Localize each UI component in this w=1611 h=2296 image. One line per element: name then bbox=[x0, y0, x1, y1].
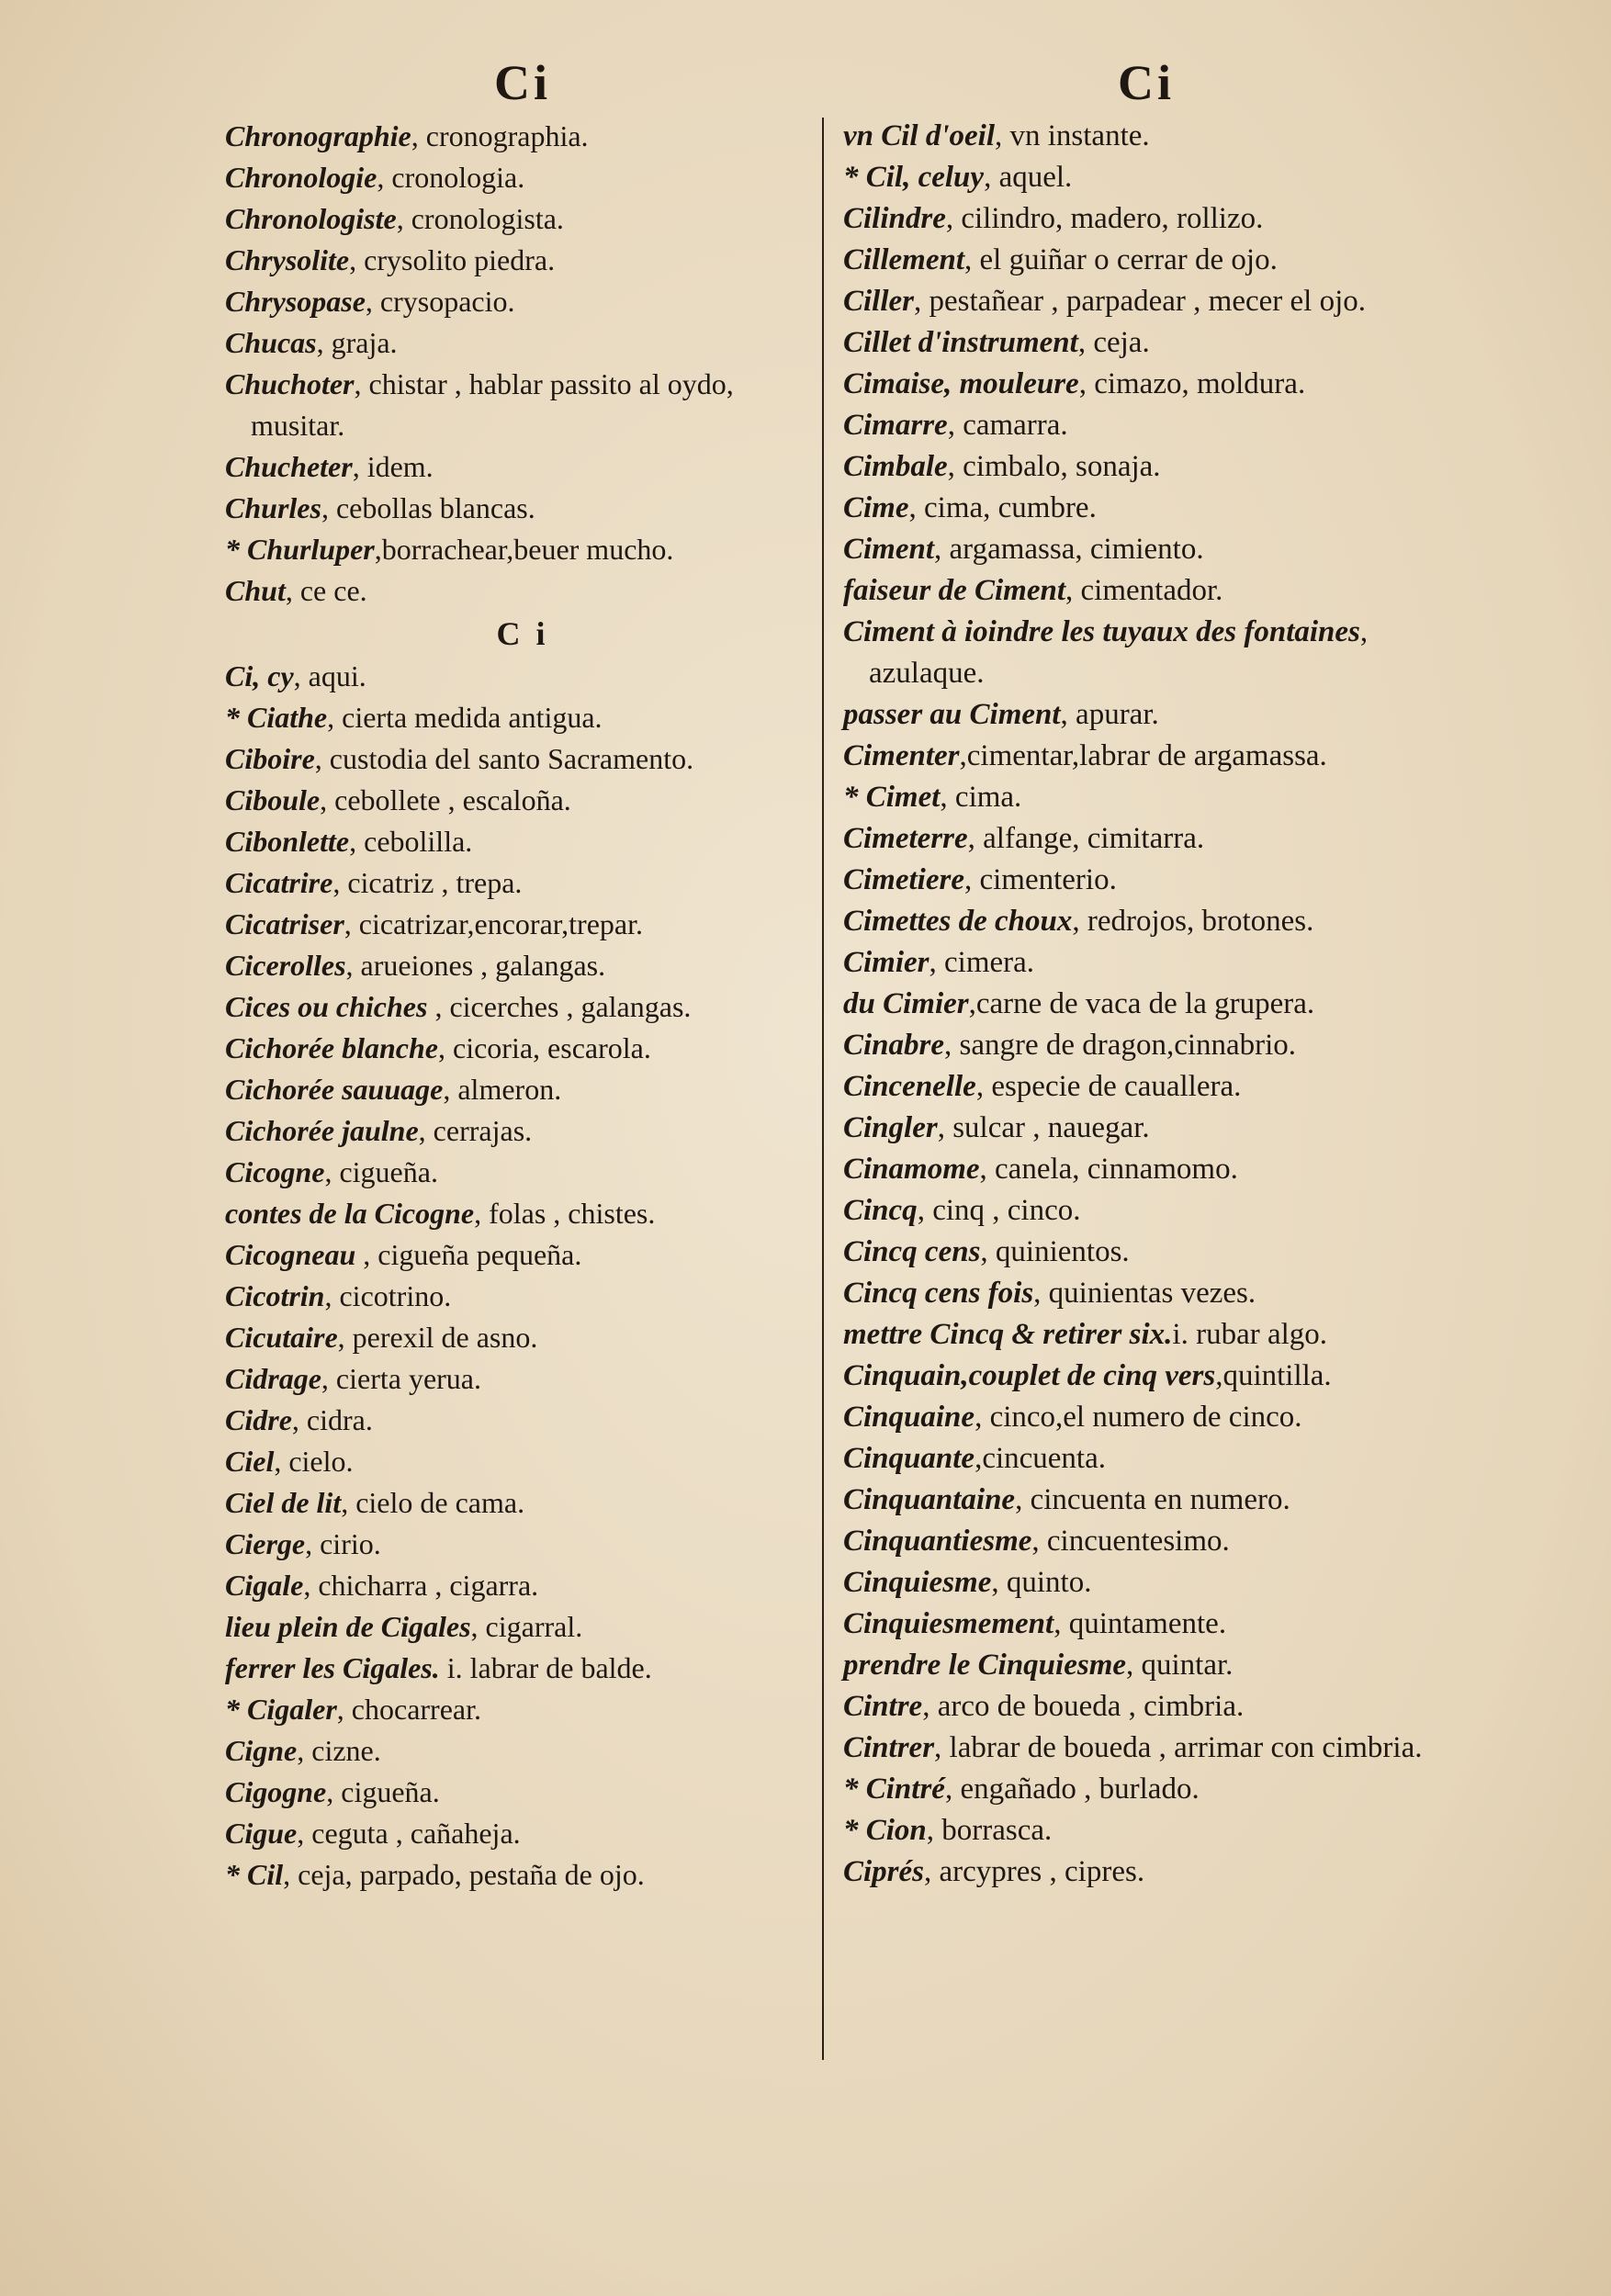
entry-term: Cintre bbox=[843, 1690, 923, 1723]
dictionary-entry bbox=[843, 446, 1449, 488]
dictionary-entry bbox=[225, 1400, 820, 1441]
dictionary-entry bbox=[225, 1152, 820, 1193]
entry-term: Chucheter bbox=[225, 450, 353, 483]
dictionary-entry bbox=[225, 1028, 820, 1069]
dictionary-entry bbox=[843, 736, 1449, 777]
entry-definition: i. rubar algo. bbox=[1172, 1318, 1328, 1351]
dictionary-entry bbox=[843, 198, 1449, 240]
entry-definition: , apurar. bbox=[1060, 698, 1159, 731]
dictionary-entry bbox=[843, 240, 1449, 281]
dictionary-entry bbox=[843, 1314, 1449, 1356]
dictionary-entry bbox=[843, 281, 1449, 322]
dictionary-entry bbox=[225, 697, 820, 738]
entry-term: Cimetiere bbox=[843, 863, 964, 896]
entry-definition: , cicoria, escarola. bbox=[437, 1031, 651, 1064]
dictionary-entry bbox=[843, 1645, 1449, 1686]
entry-definition: , graja. bbox=[316, 326, 398, 359]
column-divider bbox=[822, 118, 824, 2060]
entry-definition: , custodia del santo Sacramento. bbox=[314, 742, 694, 775]
right-entries-list bbox=[843, 116, 1449, 1893]
dictionary-entry bbox=[225, 1317, 820, 1358]
entry-term: faiseur de Ciment bbox=[843, 574, 1066, 607]
entry-definition: , labrar de boueda , arrimar con cimbria. bbox=[934, 1731, 1423, 1764]
entry-definition: , cicotrino. bbox=[324, 1279, 452, 1312]
dictionary-entry bbox=[843, 694, 1449, 736]
entry-term: Cigogne bbox=[225, 1775, 327, 1808]
entry-term: Cintrer bbox=[843, 1731, 935, 1764]
entry-term: Cimettes de choux bbox=[843, 905, 1073, 938]
dictionary-entry bbox=[843, 818, 1449, 860]
entry-term: Cicerolles bbox=[225, 949, 346, 982]
entry-definition: i. labrar de balde. bbox=[439, 1651, 652, 1684]
entry-term: Cinquantaine bbox=[843, 1483, 1016, 1516]
entry-term: Cimenter bbox=[843, 739, 960, 772]
dictionary-entry bbox=[225, 738, 820, 780]
entry-definition: , cincuenta en numero. bbox=[1015, 1483, 1290, 1516]
dictionary-entry bbox=[225, 1606, 820, 1648]
entry-term: Chucas bbox=[225, 326, 317, 359]
entry-definition: , cebollete , escaloña. bbox=[320, 783, 571, 816]
dictionary-entry bbox=[843, 612, 1449, 694]
entry-term: Cinquiesme bbox=[843, 1566, 992, 1599]
entry-definition: , quinientos. bbox=[980, 1235, 1130, 1268]
entry-definition: , cigueña. bbox=[324, 1155, 438, 1188]
entry-term: Cicogne bbox=[225, 1155, 325, 1188]
entry-term: du Cimier bbox=[843, 987, 969, 1020]
entry-definition: , borrasca. bbox=[926, 1814, 1053, 1847]
entry-definition: , crysolito piedra. bbox=[349, 243, 556, 276]
dictionary-entry bbox=[843, 1851, 1449, 1893]
entry-term: Cigale bbox=[225, 1569, 304, 1602]
entry-term: Cigne bbox=[225, 1734, 298, 1767]
dictionary-entry bbox=[225, 904, 820, 945]
dictionary-entry bbox=[225, 529, 820, 570]
dictionary-entry bbox=[225, 780, 820, 821]
dictionary-entry bbox=[843, 1397, 1449, 1438]
entry-definition: , ce ce. bbox=[285, 574, 367, 607]
entry-definition: , cebollas blancas. bbox=[321, 491, 535, 524]
entry-term: Cimaise, mouleure bbox=[843, 367, 1079, 400]
entry-term: Ciprés bbox=[843, 1855, 925, 1888]
dictionary-entry bbox=[843, 116, 1449, 157]
entry-definition: , cierta yerua. bbox=[321, 1362, 481, 1395]
entry-definition: , arcypres , cipres. bbox=[924, 1855, 1145, 1888]
entry-term: Cincenelle bbox=[843, 1070, 976, 1103]
entry-definition: , cicatriz , trepa. bbox=[332, 866, 523, 899]
entry-term: Cinabre bbox=[843, 1029, 945, 1062]
entry-definition: , cimentador. bbox=[1065, 574, 1223, 607]
entry-term: Cimeterre bbox=[843, 822, 968, 855]
dictionary-entry bbox=[843, 488, 1449, 529]
entry-term: Ciboule bbox=[225, 783, 321, 816]
entry-definition: , quinto. bbox=[991, 1566, 1092, 1599]
dictionary-entry bbox=[225, 1110, 820, 1152]
entry-definition: , azulaque. bbox=[869, 615, 1369, 690]
entry-term: prendre le Cinquiesme bbox=[843, 1649, 1127, 1682]
entry-term: Cigue bbox=[225, 1817, 298, 1850]
entry-definition: , almeron. bbox=[443, 1073, 562, 1106]
left-column-header: Ci bbox=[494, 55, 551, 110]
entry-term: Cicogneau bbox=[225, 1238, 356, 1271]
entry-definition: , arco de boueda , cimbria. bbox=[922, 1690, 1245, 1723]
entry-definition: , cincuentesimo. bbox=[1031, 1525, 1230, 1558]
entry-definition: , argamassa, cimiento. bbox=[934, 533, 1204, 566]
entry-term: Cinquain,couplet de cinq vers bbox=[843, 1359, 1216, 1392]
dictionary-entry bbox=[843, 405, 1449, 446]
entry-term: Chut bbox=[225, 574, 286, 607]
entry-term: Ciment bbox=[843, 533, 935, 566]
entry-term: Chronologie bbox=[225, 161, 377, 194]
entry-definition: ,carne de vaca de la grupera. bbox=[968, 987, 1315, 1020]
right-column-header: Ci bbox=[1118, 55, 1175, 110]
entry-term: Cidre bbox=[225, 1403, 292, 1436]
entry-term: Cillet d'instrument bbox=[843, 326, 1078, 359]
entry-definition: , cimenterio. bbox=[963, 863, 1117, 896]
entry-definition: , ceja, parpado, pestaña de ojo. bbox=[283, 1858, 645, 1891]
entry-definition: , cigueña pequeña. bbox=[355, 1238, 582, 1271]
left-entries-list-2 bbox=[225, 656, 820, 1896]
dictionary-entry bbox=[225, 322, 820, 364]
dictionary-entry bbox=[843, 1438, 1449, 1480]
entry-term: Ciboire bbox=[225, 742, 315, 775]
entry-term: ferrer les Cigales. bbox=[225, 1651, 440, 1684]
dictionary-entry bbox=[843, 860, 1449, 901]
entry-term: passer au Ciment bbox=[843, 698, 1061, 731]
entry-definition: , cinco,el numero de cinco. bbox=[974, 1401, 1302, 1434]
dictionary-entry bbox=[843, 1686, 1449, 1728]
dictionary-entry bbox=[225, 1482, 820, 1524]
entry-definition: , canela, cinnamomo. bbox=[979, 1153, 1238, 1186]
entry-definition: , quintamente. bbox=[1053, 1607, 1227, 1640]
dictionary-entry bbox=[843, 1769, 1449, 1810]
entry-term: Chrysolite bbox=[225, 243, 350, 276]
dictionary-entry bbox=[843, 1810, 1449, 1851]
entry-term: Cichorée sauuage bbox=[225, 1073, 444, 1106]
dictionary-entry bbox=[225, 364, 820, 446]
dictionary-entry bbox=[225, 1854, 820, 1896]
entry-definition: , cidra. bbox=[291, 1403, 373, 1436]
entry-definition: , chocarrear. bbox=[336, 1693, 481, 1726]
entry-definition: ,cimentar,labrar de argamassa. bbox=[959, 739, 1327, 772]
dictionary-entry bbox=[843, 1273, 1449, 1314]
dictionary-entry bbox=[843, 1190, 1449, 1232]
entry-definition: , arueiones , galangas. bbox=[345, 949, 606, 982]
dictionary-entry bbox=[843, 1604, 1449, 1645]
entry-term: * Cion bbox=[843, 1814, 927, 1847]
dictionary-entry bbox=[225, 116, 820, 157]
entry-term: Cimbale bbox=[843, 450, 948, 483]
entry-term: Cingler bbox=[843, 1111, 938, 1144]
entry-definition: , cimbalo, sonaja. bbox=[947, 450, 1161, 483]
entry-definition: , sulcar , nauegar. bbox=[937, 1111, 1150, 1144]
entry-term: vn Cil d'oeil bbox=[843, 119, 995, 152]
entry-term: mettre Cincq & retirer six. bbox=[843, 1318, 1173, 1351]
dictionary-entry bbox=[225, 488, 820, 529]
entry-term: lieu plein de Cigales bbox=[225, 1610, 471, 1643]
entry-term: Cincq cens bbox=[843, 1235, 981, 1268]
entry-term: Cinquaine bbox=[843, 1401, 975, 1434]
dictionary-entry bbox=[843, 157, 1449, 198]
entry-term: Cicutaire bbox=[225, 1321, 338, 1354]
entry-term: * Cintré bbox=[843, 1773, 945, 1806]
entry-definition: , cinq , cinco. bbox=[917, 1194, 1081, 1227]
entry-term: Cincq cens fois bbox=[843, 1277, 1034, 1310]
entry-definition: , perexil de asno. bbox=[337, 1321, 538, 1354]
entry-term: Cichorée blanche bbox=[225, 1031, 438, 1064]
entry-definition: , cronologia. bbox=[377, 161, 525, 194]
entry-term: contes de la Cicogne bbox=[225, 1197, 475, 1230]
entry-definition: , cerrajas. bbox=[418, 1114, 533, 1147]
entry-term: * Cil bbox=[225, 1858, 284, 1891]
dictionary-entry bbox=[843, 322, 1449, 364]
left-column bbox=[225, 55, 820, 1896]
entry-term: Cilindre bbox=[843, 202, 946, 235]
entry-definition: , vn instante. bbox=[995, 119, 1150, 152]
entry-term: Cinquantiesme bbox=[843, 1525, 1032, 1558]
entry-term: Cibonlette bbox=[225, 825, 350, 858]
entry-term: Cillement bbox=[843, 243, 964, 276]
entry-definition: , chicharra , cigarra. bbox=[303, 1569, 539, 1602]
entry-definition: , folas , chistes. bbox=[474, 1197, 656, 1230]
entry-definition: , cigarral. bbox=[470, 1610, 583, 1643]
entry-definition: , cebolilla. bbox=[349, 825, 473, 858]
entry-term: Cicatriser bbox=[225, 907, 344, 940]
dictionary-entry bbox=[843, 570, 1449, 612]
entry-definition: , especie de cauallera. bbox=[975, 1070, 1242, 1103]
entry-term: * Ciathe bbox=[225, 701, 328, 734]
dictionary-entry bbox=[225, 945, 820, 986]
dictionary-entry bbox=[843, 1728, 1449, 1769]
dictionary-entry bbox=[843, 942, 1449, 984]
entry-definition: , cizne. bbox=[297, 1734, 381, 1767]
dictionary-entry bbox=[843, 984, 1449, 1025]
dictionary-entry bbox=[225, 1441, 820, 1482]
entry-definition: , cimera. bbox=[929, 946, 1035, 979]
entry-definition: , cigueña. bbox=[326, 1775, 440, 1808]
entry-definition: ,quintilla. bbox=[1215, 1359, 1332, 1392]
dictionary-entry bbox=[843, 1480, 1449, 1521]
entry-definition: , pestañear , parpadear , mecer el ojo. bbox=[914, 285, 1367, 318]
dictionary-entry bbox=[843, 1356, 1449, 1397]
entry-definition: , chistar , hablar passito al oydo, musitar. bbox=[251, 367, 734, 442]
entry-definition: , el guiñar o cerrar de ojo. bbox=[964, 243, 1278, 276]
dictionary-entry bbox=[843, 1066, 1449, 1108]
entry-definition: , cilindro, madero, rollizo. bbox=[945, 202, 1264, 235]
entry-term: * Cigaler bbox=[225, 1693, 337, 1726]
dictionary-entry bbox=[225, 281, 820, 322]
entry-definition: , cimazo, moldura. bbox=[1078, 367, 1306, 400]
entry-definition: , quintar. bbox=[1126, 1649, 1234, 1682]
dictionary-entry bbox=[225, 1524, 820, 1565]
entry-term: Cinquiesmement bbox=[843, 1607, 1054, 1640]
dictionary-entry bbox=[225, 986, 820, 1028]
dictionary-entry bbox=[843, 1521, 1449, 1562]
dictionary-entry bbox=[843, 529, 1449, 570]
dictionary-entry bbox=[843, 901, 1449, 942]
dictionary-entry bbox=[225, 1276, 820, 1317]
entry-definition: ,borrachear,beuer mucho. bbox=[374, 533, 674, 566]
entry-term: Cicotrin bbox=[225, 1279, 325, 1312]
entry-term: Chronologiste bbox=[225, 202, 397, 235]
entry-term: Cicatrire bbox=[225, 866, 333, 899]
dictionary-entry bbox=[225, 1358, 820, 1400]
entry-term: Chuchoter bbox=[225, 367, 355, 400]
entry-definition: , ceja. bbox=[1077, 326, 1150, 359]
entry-term: Churles bbox=[225, 491, 321, 524]
dictionary-entry bbox=[225, 1813, 820, 1854]
entry-term: Cime bbox=[843, 491, 909, 524]
entry-definition: ,cincuenta. bbox=[974, 1442, 1106, 1475]
entry-term: Cimier bbox=[843, 946, 929, 979]
dictionary-entry bbox=[225, 1565, 820, 1606]
entry-definition: , crysopacio. bbox=[365, 285, 515, 318]
entry-term: Cichorée jaulne bbox=[225, 1114, 419, 1147]
entry-definition: , cima, cumbre. bbox=[908, 491, 1097, 524]
dictionary-entry bbox=[225, 1234, 820, 1276]
entry-term: Ciment à ioindre les tuyaux des fontaines bbox=[843, 615, 1360, 648]
entry-definition: , alfange, cimitarra. bbox=[967, 822, 1205, 855]
dictionary-entry bbox=[225, 570, 820, 612]
entry-definition: , engañado , burlado. bbox=[944, 1773, 1200, 1806]
entry-definition: , aquel. bbox=[984, 161, 1073, 194]
entry-definition: , camarra. bbox=[947, 409, 1068, 442]
dictionary-entry bbox=[225, 1689, 820, 1730]
dictionary-entry bbox=[225, 656, 820, 697]
dictionary-entry bbox=[225, 198, 820, 240]
entry-definition: , cierta medida antigua. bbox=[327, 701, 603, 734]
entry-term: * Churluper bbox=[225, 533, 375, 566]
dictionary-entry bbox=[843, 364, 1449, 405]
dictionary-entry bbox=[843, 1232, 1449, 1273]
entry-term: * Cimet bbox=[843, 781, 941, 814]
entry-term: Ci, cy bbox=[225, 659, 294, 692]
entry-definition: , aqui. bbox=[293, 659, 366, 692]
entry-term: Cincq bbox=[843, 1194, 918, 1227]
dictionary-entry bbox=[225, 240, 820, 281]
entry-term: Cidrage bbox=[225, 1362, 321, 1395]
entry-term: Cinquante bbox=[843, 1442, 975, 1475]
dictionary-entry bbox=[225, 862, 820, 904]
right-column bbox=[843, 55, 1449, 1893]
entry-definition: , cicatrizar,encorar,trepar. bbox=[344, 907, 643, 940]
entry-definition: , cicerches , galangas. bbox=[427, 990, 692, 1023]
entry-definition: , idem. bbox=[352, 450, 434, 483]
entry-term: Chronographie bbox=[225, 119, 411, 152]
entry-term: Cinamome bbox=[843, 1153, 980, 1186]
dictionary-entry bbox=[225, 1772, 820, 1813]
entry-definition: , sangre de dragon,cinnabrio. bbox=[944, 1029, 1297, 1062]
dictionary-entry bbox=[225, 821, 820, 862]
entry-definition: , redrojos, brotones. bbox=[1072, 905, 1314, 938]
dictionary-entry bbox=[225, 1069, 820, 1110]
dictionary-entry bbox=[225, 157, 820, 198]
entry-definition: , ceguta , cañaheja. bbox=[297, 1817, 521, 1850]
dictionary-entry bbox=[225, 1193, 820, 1234]
entry-definition: , cielo. bbox=[274, 1445, 354, 1478]
entry-definition: , quinientas vezes. bbox=[1033, 1277, 1256, 1310]
entry-term: Cimarre bbox=[843, 409, 948, 442]
entry-definition: , cielo de cama. bbox=[341, 1486, 525, 1519]
dictionary-entry bbox=[225, 1648, 820, 1689]
entry-term: Cierge bbox=[225, 1527, 306, 1560]
dictionary-entry bbox=[843, 777, 1449, 818]
entry-term: Cices ou chiches bbox=[225, 990, 428, 1023]
entry-term: * Cil, celuy bbox=[843, 161, 985, 194]
entry-term: Ciller bbox=[843, 285, 915, 318]
entry-definition: , cronologista. bbox=[396, 202, 564, 235]
entry-term: Chrysopase bbox=[225, 285, 366, 318]
entry-term: Ciel de lit bbox=[225, 1486, 342, 1519]
dictionary-entry bbox=[843, 1562, 1449, 1604]
dictionary-entry bbox=[843, 1108, 1449, 1149]
entry-term: Ciel bbox=[225, 1445, 275, 1478]
entry-definition: , cima. bbox=[940, 781, 1022, 814]
entry-definition: , cirio. bbox=[305, 1527, 381, 1560]
section-subheading: C i bbox=[496, 615, 549, 652]
left-entries-list bbox=[225, 116, 820, 612]
dictionary-entry bbox=[843, 1025, 1449, 1066]
entry-definition: , cronographia. bbox=[411, 119, 589, 152]
dictionary-entry bbox=[225, 446, 820, 488]
dictionary-entry bbox=[843, 1149, 1449, 1190]
dictionary-entry bbox=[225, 1730, 820, 1772]
